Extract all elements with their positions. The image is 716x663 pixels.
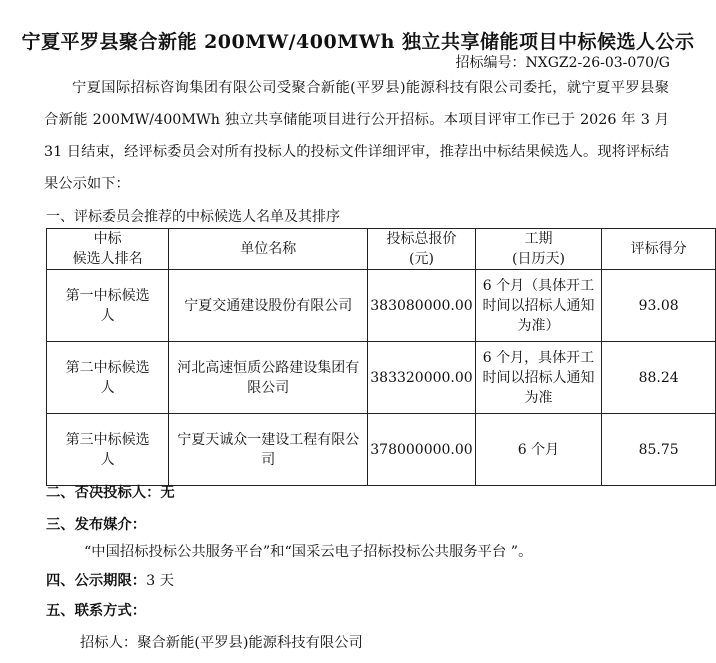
intro-paragraph: 宁夏国际招标咨询集团有限公司受聚合新能(平罗县)能源科技有限公司委托，就宁夏平罗县聚合新能 200MW/400MWh 独立共享储能项目进行公开招标。本项目评审工作已于 2026 年 3 月 31 日结束，经评标委员会对所有投标人的投标文件详细评审，推荐出中标结果候选人。现将评标结果公示如下： [44, 80, 669, 192]
header-price: 投标总报价 (元) [368, 229, 475, 270]
section-contact-heading: 五、联系方式： [46, 603, 147, 619]
candidates-table [46, 228, 716, 486]
table-row [47, 414, 716, 486]
cell-company: 河北高速恒质公路建设集团有限公司 [169, 342, 368, 414]
header-score: 评标得分 [602, 229, 716, 270]
header-period: 工期 (日历天) [475, 229, 602, 270]
section-rejected [46, 482, 175, 502]
section-candidates-heading: 一、评标委员会推荐的中标候选人名单及其排序 [46, 209, 340, 225]
contact-tenderer [80, 632, 363, 652]
cell-price: 378000000.00 [368, 414, 475, 486]
cell-period: 6 个月（具体开工时间以招标人通知为准） [475, 270, 602, 342]
cell-period: 6 个月 [475, 414, 602, 486]
cell-company: 宁夏交通建设股份有限公司 [169, 270, 368, 342]
cell-score: 88.24 [602, 342, 716, 414]
cell-score: 93.08 [602, 270, 716, 342]
section-media-heading: 三、发布媒介： [46, 517, 147, 533]
contact-tenderer-value: 聚合新能(平罗县)能源科技有限公司 [137, 635, 363, 651]
contact-tenderer-label: 招标人： [80, 635, 138, 651]
table-header-row [47, 229, 716, 270]
cell-company: 宁夏天诚众一建设工程有限公司 [169, 414, 368, 486]
section-rejected-label: 二、否决投标人： [46, 485, 161, 501]
section-rejected-value: 无 [160, 485, 175, 501]
tender-reference-number: NXGZ2-26-03-070/G [525, 55, 670, 71]
cell-rank: 第二中标候选人 [47, 342, 169, 414]
table-row [47, 270, 716, 342]
header-rank: 中标 候选人排名 [47, 229, 169, 270]
cell-price: 383320000.00 [368, 342, 475, 414]
section-period-label: 四、公示期限： [46, 573, 147, 589]
section-period [46, 570, 174, 590]
header-company: 单位名称 [169, 229, 368, 270]
cell-price: 383080000.00 [368, 270, 475, 342]
cell-score: 85.75 [602, 414, 716, 486]
cell-period: 6 个月，具体开工时间以招标人通知为准 [475, 342, 602, 414]
table-row [47, 342, 716, 414]
cell-rank: 第三中标候选人 [47, 414, 169, 486]
section-period-value: 3 天 [146, 573, 175, 589]
tender-reference [456, 52, 670, 72]
tender-reference-label: 招标编号： [455, 55, 526, 71]
section-media-text: “中国招标投标公共服务平台”和“国采云电子招标投标公共服务平台 ”。 [84, 544, 533, 560]
cell-rank: 第一中标候选人 [47, 270, 169, 342]
page-title: 宁夏平罗县聚合新能 200MW/400MWh 独立共享储能项目中标候选人公示 [21, 31, 695, 53]
